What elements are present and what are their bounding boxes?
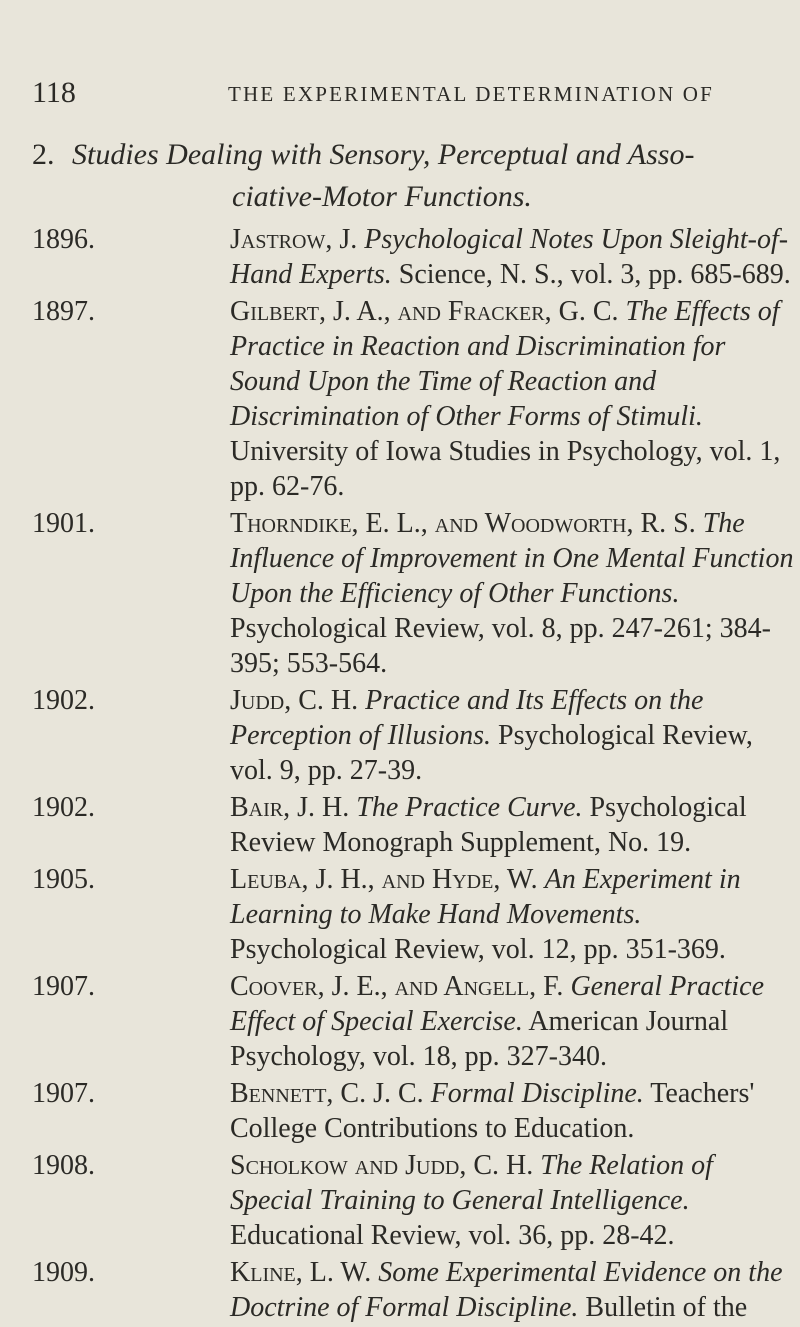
entry-year: 1901. bbox=[32, 508, 95, 539]
section-heading-line2: ciative-Motor Functions. bbox=[232, 180, 532, 213]
entry-year: 1896. bbox=[32, 224, 95, 255]
entry-title: Formal Discipline. bbox=[430, 1078, 644, 1109]
entry-title: The Influence of Improvement in One Mental Function Upon the Efficiency of Other Functions. bbox=[230, 508, 794, 609]
running-head bbox=[32, 78, 780, 118]
bibliography-entry bbox=[32, 790, 798, 860]
entry-body bbox=[230, 294, 798, 504]
entry-year: 1905. bbox=[32, 864, 95, 895]
bibliography-list bbox=[32, 222, 798, 1327]
section-heading bbox=[32, 134, 792, 218]
entry-title: Psychological Notes Upon Sleight-of-Hand Experts. bbox=[230, 224, 789, 290]
bibliography-entry bbox=[32, 1255, 798, 1325]
entry-authors: Kline, L. W. bbox=[230, 1257, 372, 1288]
bibliography-entry bbox=[32, 222, 798, 292]
entry-year: 1907. bbox=[32, 1078, 95, 1109]
entry-year: 1907. bbox=[32, 971, 95, 1002]
entry-title: General Practice Effect of Special Exercise. bbox=[230, 971, 765, 1037]
bibliography-entry bbox=[32, 683, 798, 788]
entry-body bbox=[230, 506, 798, 681]
entry-body bbox=[230, 969, 798, 1074]
entry-source: Science, N. S., vol. 3, pp. 685-689. bbox=[398, 259, 791, 290]
entry-source: Educational Review, vol. 36, pp. 28-42. bbox=[230, 1220, 675, 1251]
entry-year: 1902. bbox=[32, 685, 95, 716]
entry-title: Practice and Its Effects on the Perception of Illusions. bbox=[230, 685, 704, 751]
entry-source: Psychological Review, vol. 12, pp. 351-369. bbox=[230, 934, 726, 965]
entry-title: The Practice Curve. bbox=[356, 792, 583, 823]
entry-title: The Relation of Special Training to General Intelligence. bbox=[230, 1150, 713, 1216]
entry-body bbox=[230, 790, 798, 860]
bibliography-entry bbox=[32, 1148, 798, 1253]
entry-authors: Judd, C. H. bbox=[230, 685, 359, 716]
entry-source: Psychological Review, vol. 8, pp. 247-261; 384-395; 553-564. bbox=[230, 613, 772, 679]
entry-authors: Leuba, J. H., and Hyde, W. bbox=[230, 864, 538, 895]
entry-authors: Gilbert, J. A., and Fracker, G. C. bbox=[230, 296, 619, 327]
bibliography-entry bbox=[32, 862, 798, 967]
page-number: 118 bbox=[32, 76, 76, 109]
entry-title: The Effects of Practice in Reaction and Discrimination for Sound Upon the Time of Reaction and Discrimination of Other Forms of Stimuli. bbox=[230, 296, 780, 432]
entry-authors: Bennett, C. J. C. bbox=[230, 1078, 424, 1109]
entry-authors: Coover, J. E., and Angell, F. bbox=[230, 971, 564, 1002]
entry-source: Psychological Review Monograph Supplement, No. 19. bbox=[230, 792, 747, 858]
entry-body bbox=[230, 862, 798, 967]
entry-year: 1909. bbox=[32, 1257, 95, 1288]
entry-source: Psychological Review, vol. 9, pp. 27-39. bbox=[230, 720, 753, 786]
entry-authors: Thorndike, E. L., and Woodworth, R. S. bbox=[230, 508, 696, 539]
section-heading-line1: Studies Dealing with Sensory, Perceptual and Asso- bbox=[72, 138, 695, 171]
section-number: 2. bbox=[32, 138, 55, 171]
entry-body bbox=[230, 222, 798, 292]
entry-source: American Journal Psychology, vol. 18, pp. 327-340. bbox=[230, 1006, 729, 1072]
entry-source: Teachers' College Contributions to Education. bbox=[230, 1078, 755, 1144]
entry-source: University of Iowa Studies in Psychology, vol. 1, pp. 62-76. bbox=[230, 436, 781, 502]
bibliography-entry bbox=[32, 506, 798, 681]
entry-body bbox=[230, 1255, 798, 1325]
entry-authors: Jastrow, J. bbox=[230, 224, 358, 255]
entry-authors: Bair, J. H. bbox=[230, 792, 350, 823]
entry-body bbox=[230, 1076, 798, 1146]
bibliography-entry bbox=[32, 294, 798, 504]
entry-source: Bulletin of the bbox=[585, 1292, 748, 1323]
running-title: THE EXPERIMENTAL DETERMINATION OF bbox=[228, 82, 715, 106]
entry-body bbox=[230, 1148, 798, 1253]
entry-title: Some Experimental Evidence on the Doctrine of Formal Discipline. bbox=[230, 1257, 783, 1323]
entry-year: 1902. bbox=[32, 792, 95, 823]
entry-year: 1908. bbox=[32, 1150, 95, 1181]
bibliography-entry bbox=[32, 1076, 798, 1146]
entry-year: 1897. bbox=[32, 296, 95, 327]
entry-body bbox=[230, 683, 798, 788]
entry-title: An Experiment in Learning to Make Hand Movements. bbox=[230, 864, 741, 930]
bibliography-entry bbox=[32, 969, 798, 1074]
entry-authors: Scholkow and Judd, C. H. bbox=[230, 1150, 534, 1181]
